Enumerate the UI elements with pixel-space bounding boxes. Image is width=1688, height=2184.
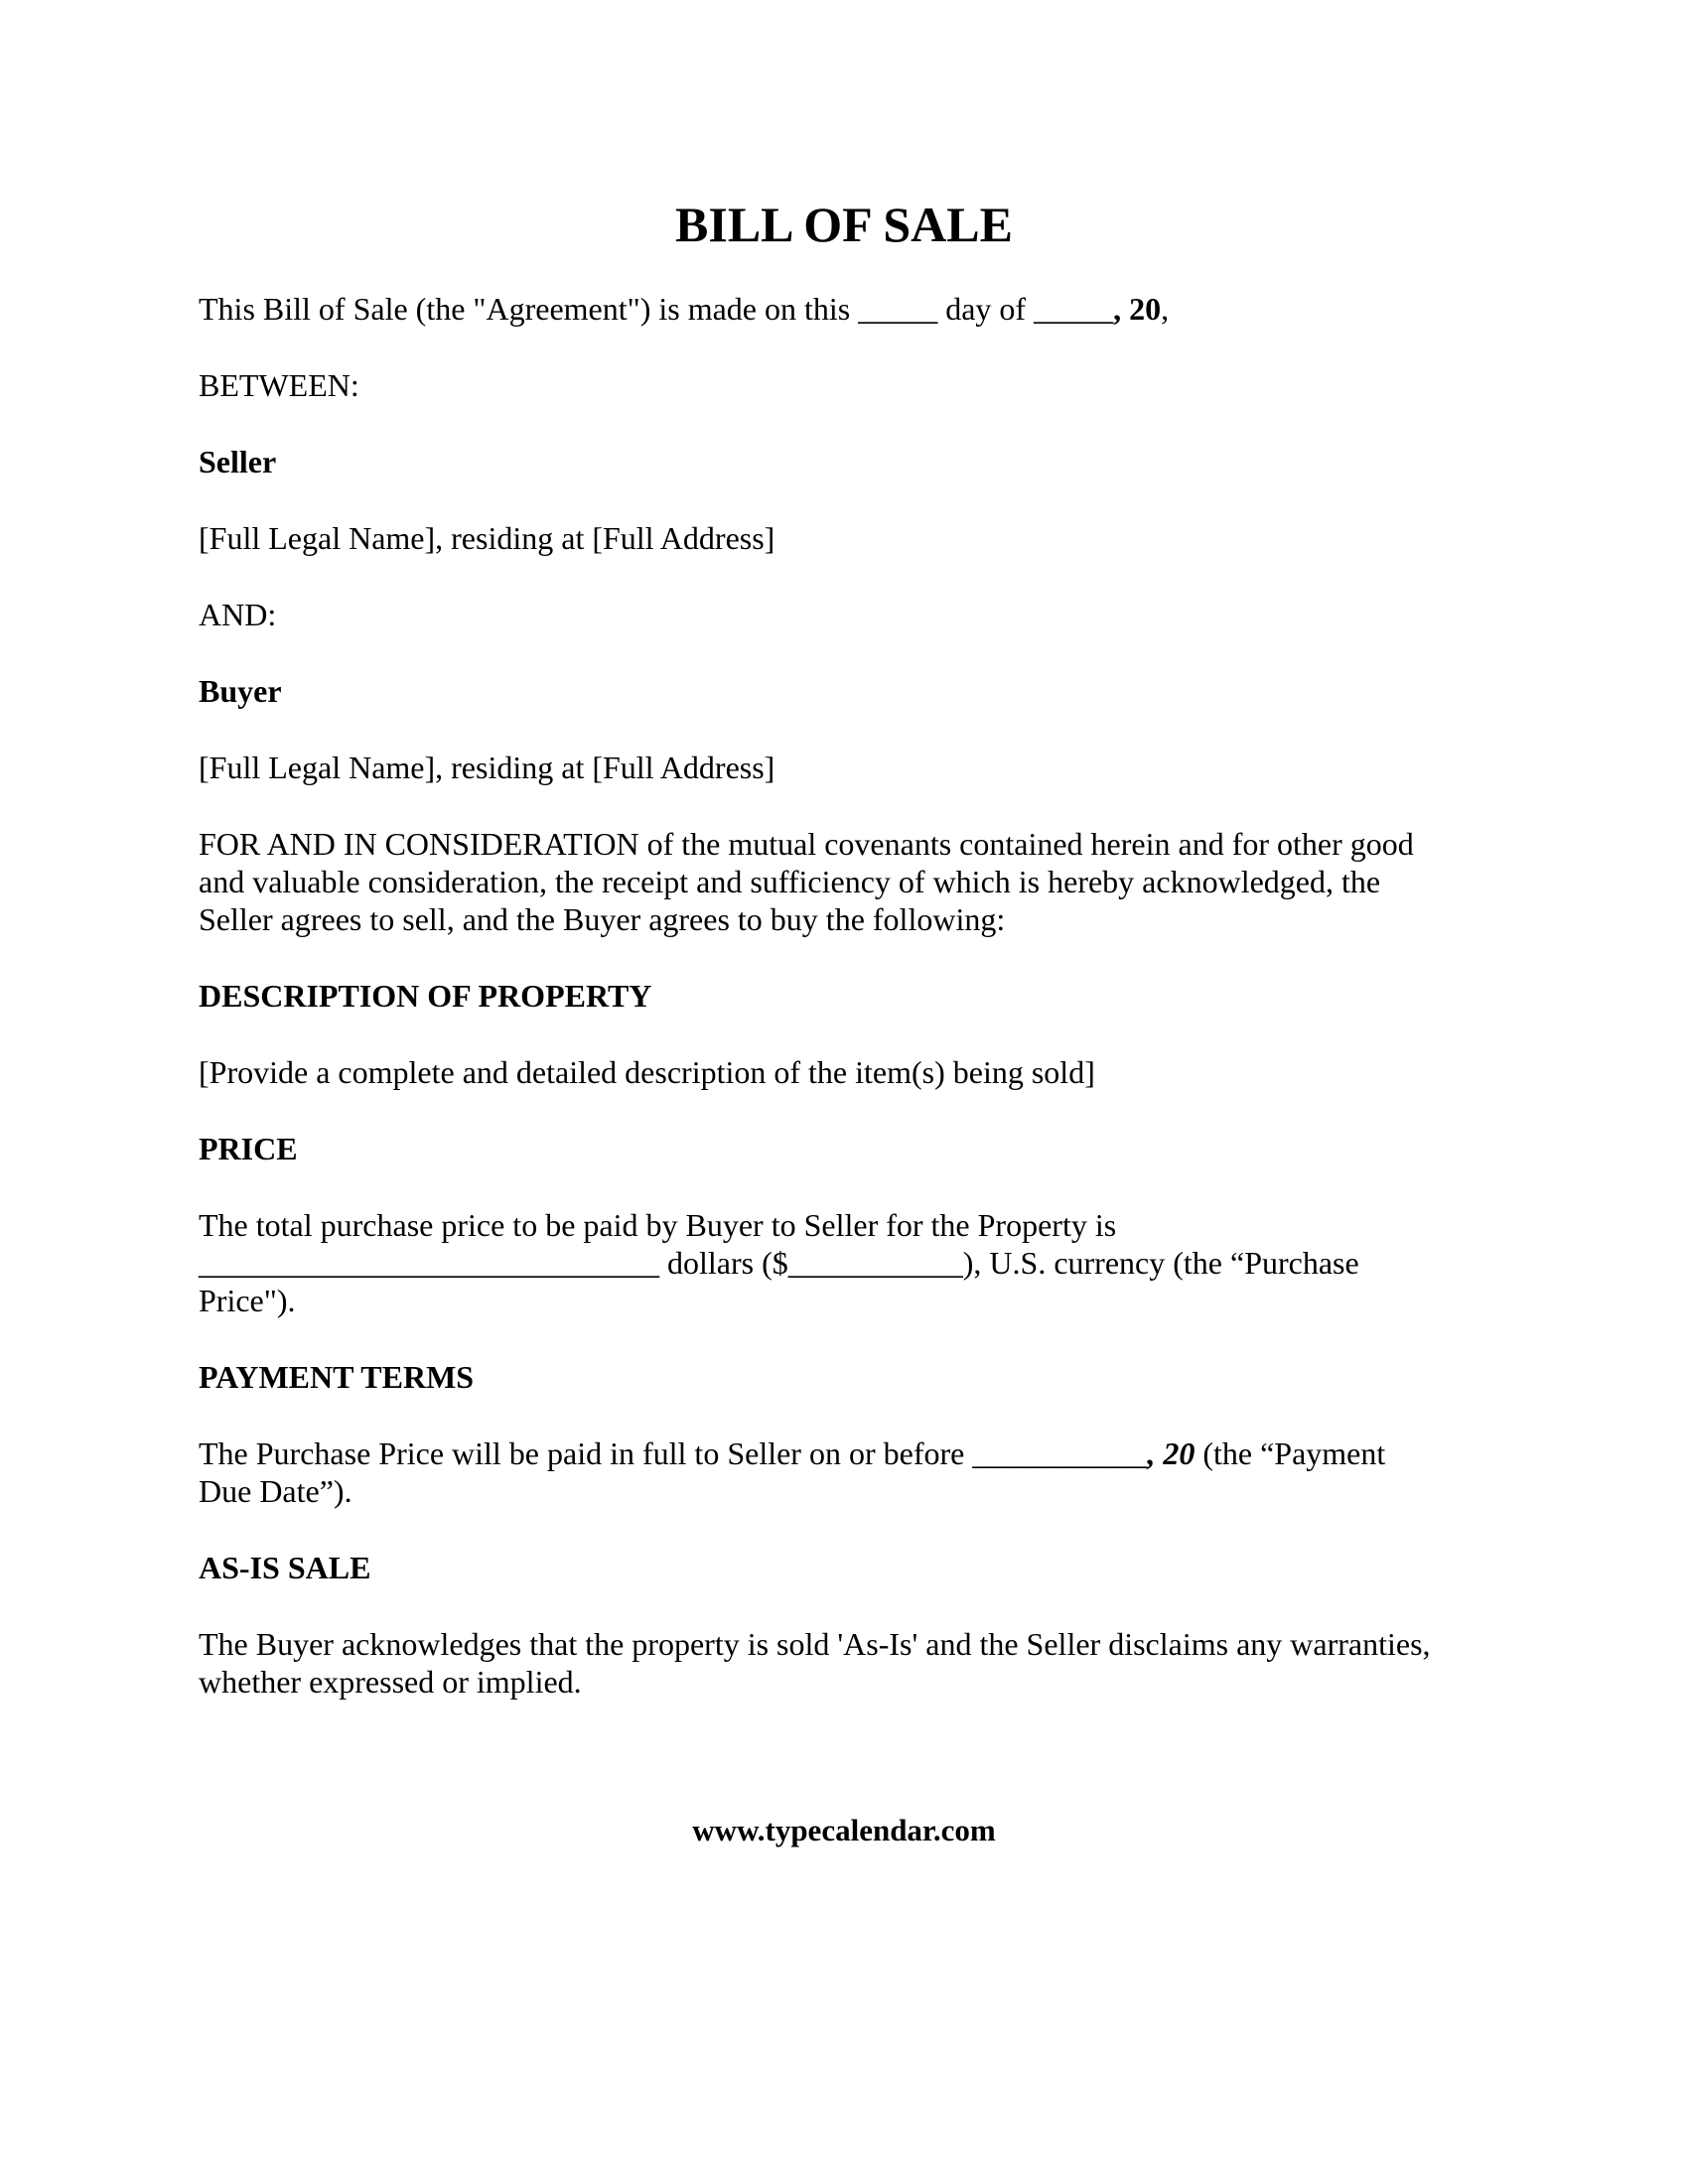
- seller-details: [Full Legal Name], residing at [Full Address]: [199, 520, 775, 556]
- payment-paragraph: [199, 1434, 1499, 1510]
- description-heading: DESCRIPTION OF PROPERTY: [199, 978, 652, 1014]
- as-is-heading: AS-IS SALE: [199, 1550, 371, 1585]
- price-line-3: Price").: [199, 1283, 296, 1318]
- consideration-line-2: and valuable consideration, the receipt and sufficiency of which is hereby acknowledged, the: [199, 864, 1381, 899]
- consideration-paragraph: [199, 825, 1499, 938]
- payment-year-prefix: , 20: [1147, 1435, 1196, 1471]
- between-label: BETWEEN:: [199, 367, 359, 403]
- as-is-line-2: whether expressed or implied.: [199, 1664, 582, 1700]
- description-text: [Provide a complete and detailed description of the item(s) being sold]: [199, 1054, 1095, 1090]
- intro-paragraph: [199, 290, 1499, 328]
- buyer-heading: Buyer: [199, 673, 282, 709]
- payment-line-1: [199, 1434, 1499, 1472]
- intro-text: This Bill of Sale (the "Agreement") is made on this _____ day of _____: [199, 291, 1114, 327]
- as-is-paragraph: [199, 1625, 1499, 1701]
- intro-trailing: ,: [1161, 291, 1170, 327]
- consideration-line-1: FOR AND IN CONSIDERATION of the mutual covenants contained herein and for other good: [199, 826, 1414, 862]
- intro-year-prefix: , 20: [1113, 291, 1162, 327]
- footer-website: www.typecalendar.com: [692, 1813, 996, 1847]
- price-line-1: The total purchase price to be paid by Buyer to Seller for the Property is: [199, 1207, 1117, 1243]
- as-is-line-1: The Buyer acknowledges that the property is sold 'As-Is' and the Seller disclaims any warranties,: [199, 1626, 1431, 1662]
- price-heading: PRICE: [199, 1131, 298, 1166]
- payment-line-2: Due Date”).: [199, 1473, 352, 1509]
- document-title: BILL OF SALE: [675, 197, 1013, 252]
- and-label: AND:: [199, 597, 277, 632]
- seller-heading: Seller: [199, 444, 277, 479]
- price-paragraph: [199, 1206, 1499, 1319]
- consideration-line-3: Seller agrees to sell, and the Buyer agrees to buy the following:: [199, 901, 1006, 937]
- price-line-2: _____________________________ dollars ($___________), U.S. currency (the “Purchase: [199, 1245, 1359, 1281]
- payment-terms-heading: PAYMENT TERMS: [199, 1359, 475, 1395]
- payment-line-1-trailing: (the “Payment: [1195, 1435, 1386, 1471]
- buyer-details: [Full Legal Name], residing at [Full Address]: [199, 750, 775, 785]
- payment-line-1-text: The Purchase Price will be paid in full to Seller on or before ___________: [199, 1435, 1148, 1471]
